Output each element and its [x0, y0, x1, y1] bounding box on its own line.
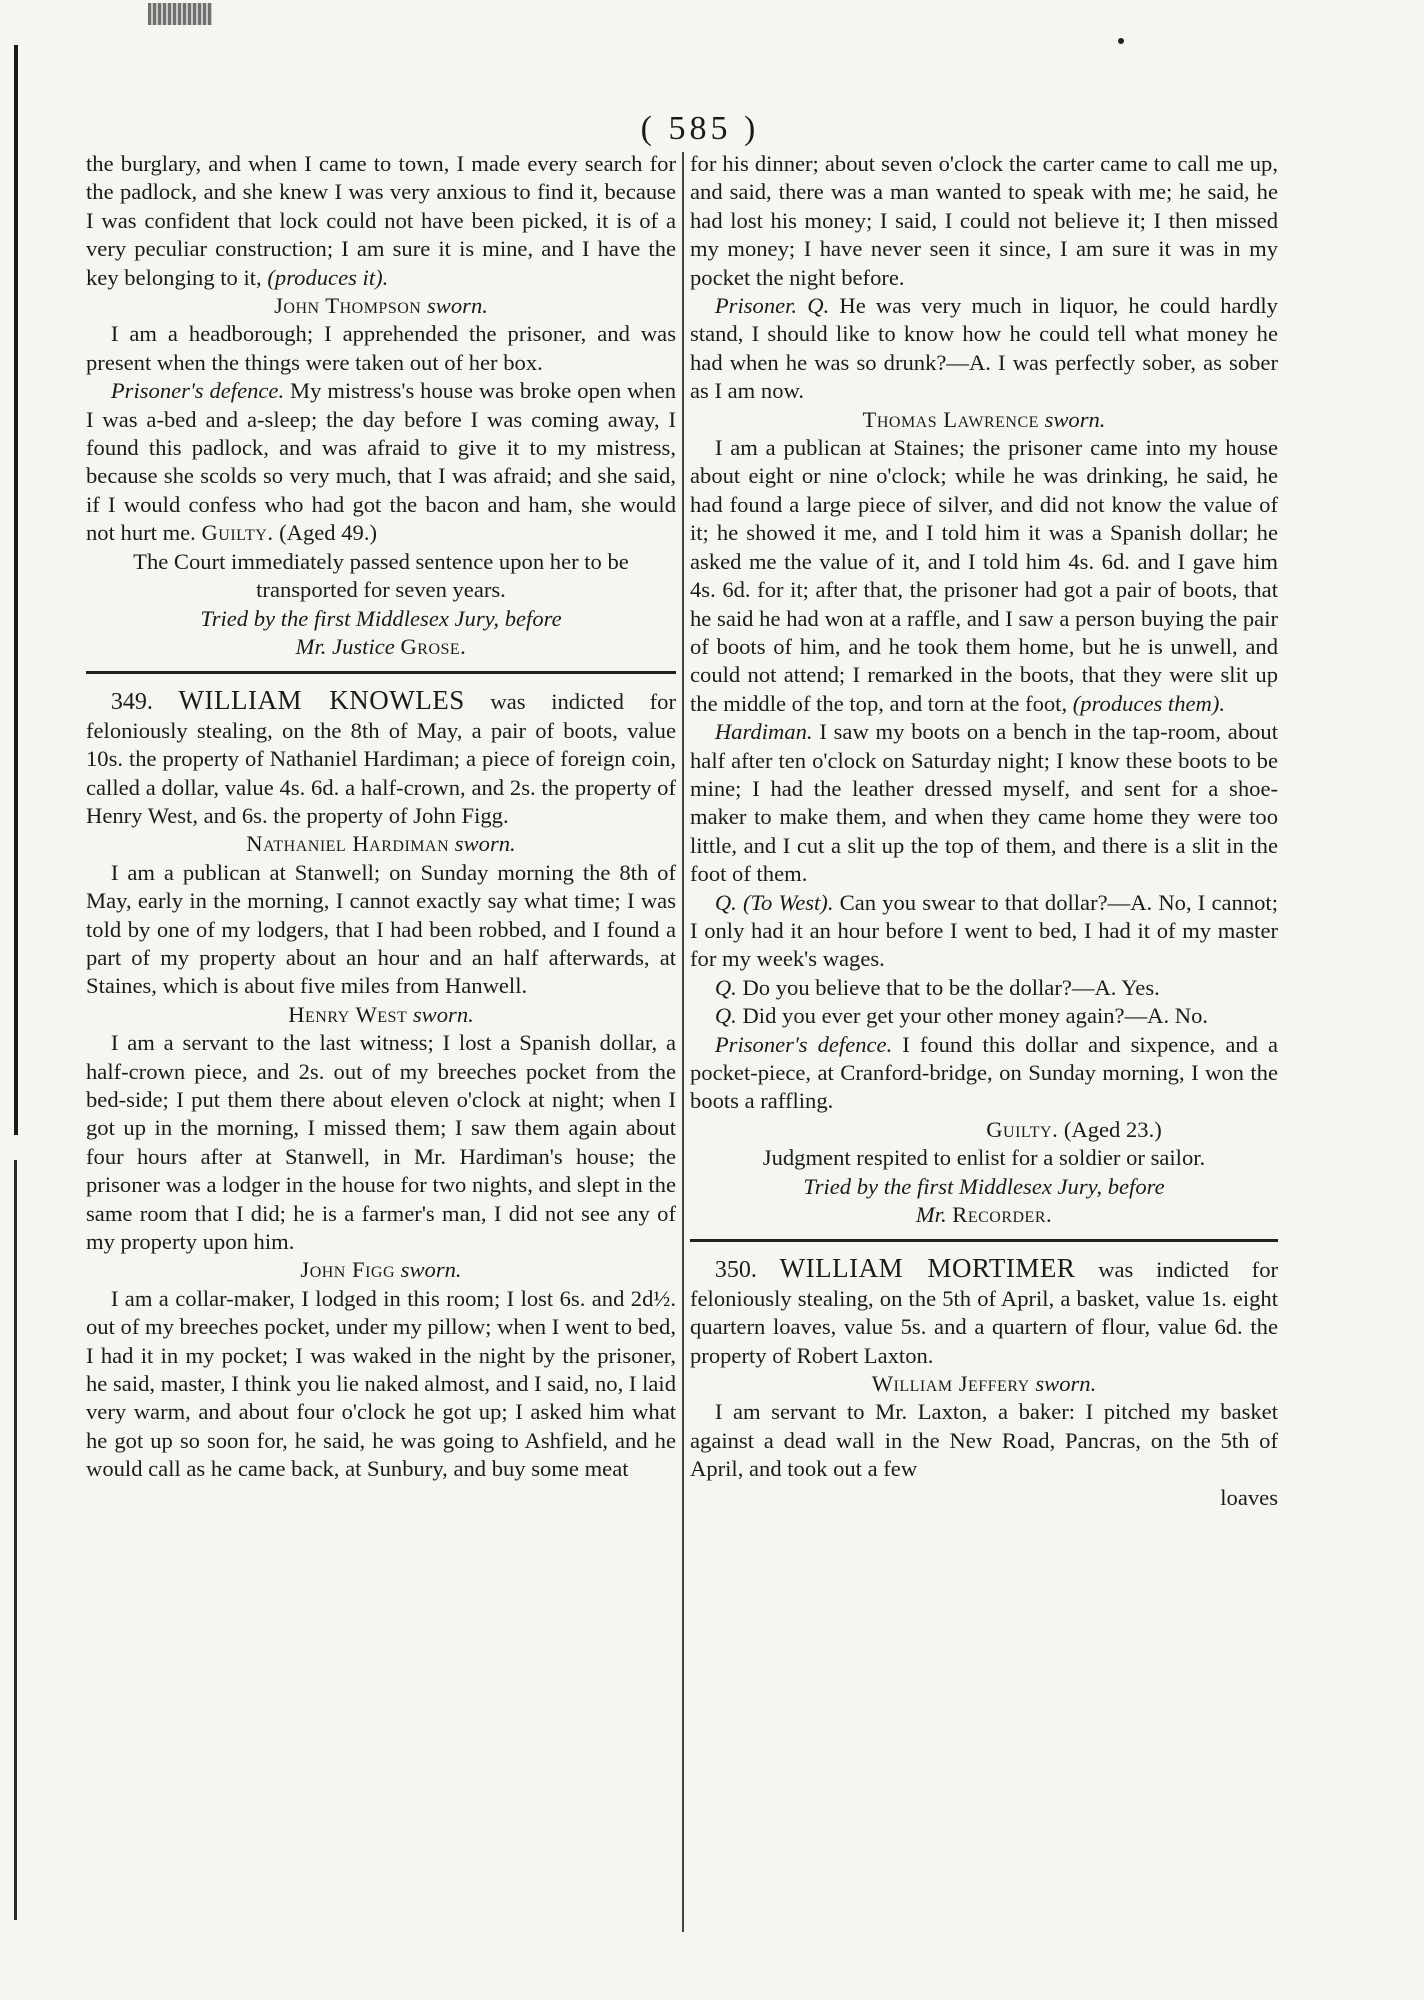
paragraph: Prisoner's defence. My mistress's house was broke open when I was a-bed and a-sleep; the day before I was coming away, I found this padlock, and was afraid to give it to my mistress, because she scolds so very much, that I was afraid; and she said, if I would confess who had got the bacon and ham, she would not hurt me. Guilty. (Aged 49.) [86, 378, 676, 546]
paragraph: Judgment respited to enlist for a soldier or sailor. [762, 1145, 1206, 1171]
page-edge-shadow [14, 45, 18, 1135]
left-column [86, 150, 676, 1484]
paragraph: Q. (To West). Can you swear to that dollar?—A. No, I cannot; I only had it an hour before I went to bed, I had it of my master for my week's wages. [690, 889, 1278, 972]
paragraph: Q. Did you ever get your other money again?—A. No. [714, 1003, 1209, 1029]
paragraph: Hardiman. I saw my boots on a bench in the tap-room, about half after ten o'clock on Saturday night; I know these boots to be mine; I had the leather dressed myself, and sent for a shoe-maker to make them, and when they came home they were too little, and I cut a slit up the top of them, and there is a slit in the foot of them. [690, 719, 1278, 887]
witness-sworn: John Thompson sworn. [274, 293, 488, 319]
paragraph: the burglary, and when I came to town, I made every search for the padlock, and she knew I was very anxious to find it, because I was confident that lock could not have been picked, it is of a very peculiar construction; I am sure it is mine, and I have the key belonging to it, (produces it). [86, 151, 676, 290]
witness-sworn: Thomas Lawrence sworn. [862, 406, 1106, 432]
column-divider [682, 152, 684, 1932]
case-rule [86, 671, 676, 674]
page-number: ( 585 ) [640, 110, 760, 147]
case-heading: 349. WILLIAM KNOWLES was indicted for feloniously stealing, on the 8th of May, a pair of boots, value 10s. the property of Nathaniel Hardiman; a piece of foreign coin, called a dollar, value 4s. 6d. a half-crown, and 2s. the property of Henry West, and 6s. the property of John Figg. [86, 685, 676, 828]
verdict: Guilty. (Aged 23.) [986, 1116, 1162, 1142]
trial-note: Tried by the first Middlesex Jury, before Mr. Justice Grose. [200, 605, 562, 659]
paragraph: Q. Do you believe that to be the dollar?—A. Yes. [714, 974, 1160, 1000]
paragraph: I am servant to Mr. Laxton, a baker: I pitched my basket against a dead wall in the New Road, Pancras, on the 5th of April, and took out a few [690, 1399, 1278, 1482]
trial-note: Tried by the first Middlesex Jury, before Mr. Recorder. [803, 1173, 1165, 1228]
witness-sworn: William Jeffery sworn. [871, 1371, 1097, 1397]
paragraph: I am a collar-maker, I lodged in this room; I lost 6s. and 2d½. out of my breeches pocket, under my pillow; when I went to bed, I had it in my pocket; I was waked in the night by the prisoner, he said, master, I think you lie naked almost, and I said, no, I laid very warm, and about four o'clock he got up; I asked him what he got up so soon for, he said, he was going to Ashfield, and he would call as he came back, at Sunbury, and buy some meat [86, 1285, 676, 1482]
witness-sworn: John Figg sworn. [300, 1257, 462, 1283]
witness-sworn: Nathaniel Hardiman sworn. [246, 831, 516, 857]
paragraph: The Court immediately passed sentence upon her to be transported for seven years. [133, 548, 629, 603]
case-heading: 350. WILLIAM MORTIMER was indicted for feloniously stealing, on the 5th of April, a basket, value 1s. eight quartern loaves, value 5s. and a quartern of flour, value 6d. the property of Robert Laxton. [690, 1253, 1279, 1368]
paragraph: Prisoner. Q. He was very much in liquor, he could hardly stand, I should like to know how he could tell what money he had when he was so drunk?—A. I was perfectly sober, as sober as I am now. [690, 293, 1278, 404]
paragraph: I am a servant to the last witness; I lost a Spanish dollar, a half-crown piece, and 2s. out of my breeches pocket from the bed-side; I put them there about eleven o'clock at night; when I got up in the morning, I missed them; I saw them again about four hours after at Stanwell, in Mr. Hardiman's house; the prisoner was a lodger in the house for two nights, and slept in the same room that I did; he is a farmer's man, I did not see any of my property upon him. [86, 1030, 676, 1255]
paragraph: Prisoner's defence. I found this dollar and sixpence, and a pocket-piece, at Cranford-bridge, on Sunday morning, I won the boots a raffling. [690, 1031, 1278, 1114]
page-edge-shadow-lower [14, 1160, 17, 1920]
case-rule [690, 1239, 1278, 1242]
ink-dot [1118, 38, 1124, 44]
paragraph: I am a publican at Stanwell; on Sunday morning the 8th of May, early in the morning, I cannot exactly say what time; I was told by one of my lodgers, that I had been robbed, and I found a part of my property about an hour and an half afterwards, at Staines, which is about five miles from Hanwell. [86, 859, 676, 999]
paragraph: I am a publican at Staines; the prisoner came into my house about eight or nine o'clock; while he was drinking, he said, he had found a large piece of silver, and did not know the value of it; he showed it me, and I told him it was a Spanish dollar; he asked me the value of it, and I told him 4s. 6d. and I gave him 4s. 6d. for it; after that, the prisoner had got a pair of boots, that he said he had won at a raffle, and I saw a person buying the pair of boots of him, and he took them home, but he is unwell, and could not attend; I remarked in the boots, that they were slit up the middle of the top, and torn at the foot, (produces them). [690, 435, 1278, 716]
catchword: loaves [1220, 1484, 1278, 1510]
right-column [690, 150, 1278, 1512]
witness-sworn: Henry West sworn. [288, 1001, 474, 1027]
paragraph: I am a headborough; I apprehended the prisoner, and was present when the things were taken out of her box. [86, 321, 676, 375]
paragraph: for his dinner; about seven o'clock the carter came to call me up, and said, there was a man wanted to speak with me; he said, he had lost his money; I said, I could not believe it; I then missed my money; I have never seen it since, I am sure it was in my pocket the night before. [690, 151, 1278, 290]
library-stamp [148, 3, 212, 25]
